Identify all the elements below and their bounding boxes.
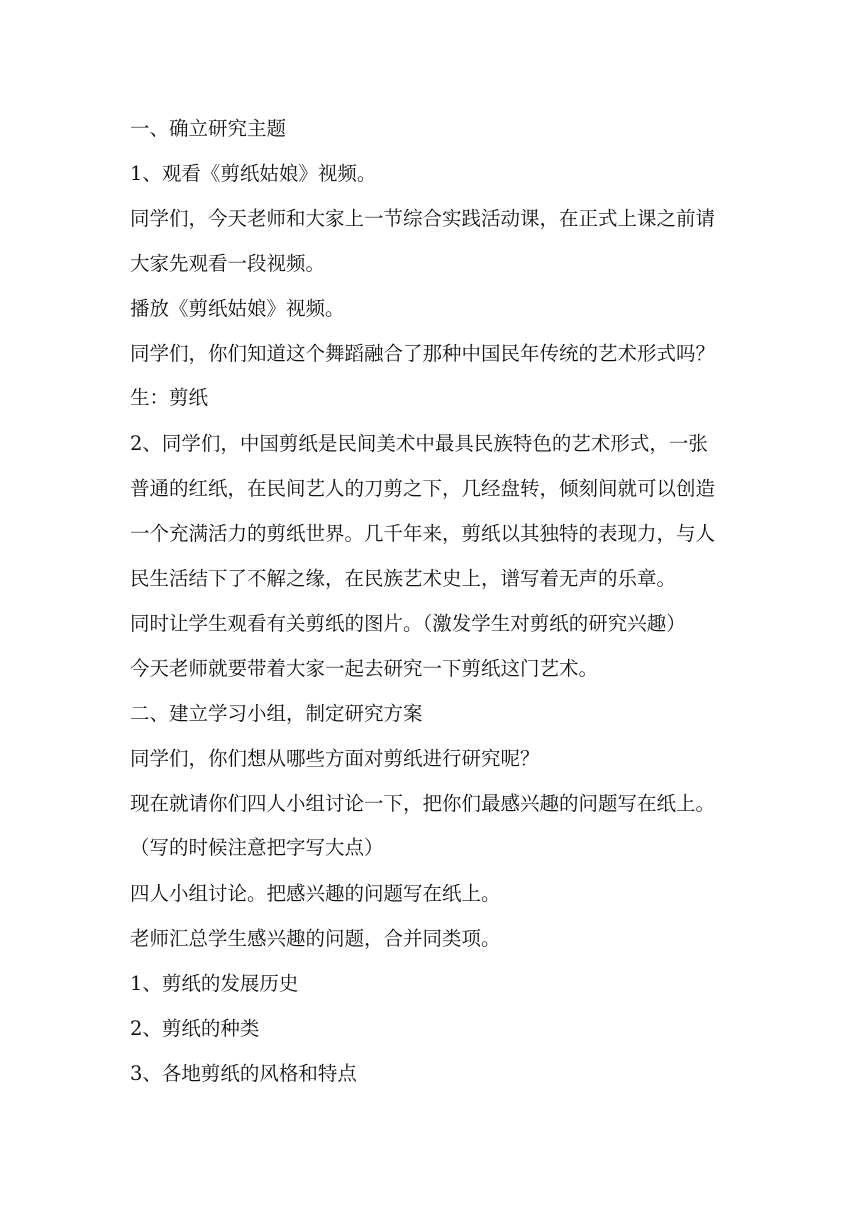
paragraph-line: 老师汇总学生感兴趣的问题，合并同类项。 [130, 927, 501, 950]
paragraph-line: （写的时候注意把字写大点） [130, 836, 384, 859]
paragraph-line: 民生活结下了不解之缘，在民族艺术史上，谱写着无声的乐章。 [130, 567, 677, 590]
paragraph-line: 四人小组讨论。把感兴趣的问题写在纸上。 [130, 882, 501, 905]
paragraph-line: 播放《剪纸姑娘》视频。 [130, 297, 345, 320]
paragraph-line: 今天老师就要带着大家一起去研究一下剪纸这门艺术。 [130, 657, 599, 680]
list-item: 2、剪纸的种类 [130, 1017, 260, 1040]
list-item: 1、剪纸的发展历史 [130, 972, 299, 995]
list-item: 3、各地剪纸的风格和特点 [130, 1062, 357, 1085]
paragraph-line: 生：剪纸 [130, 386, 209, 409]
paragraph-line: 普通的红纸，在民间艺人的刀剪之下，几经盘转，倾刻间就可以创造 [130, 477, 716, 500]
paragraph-line: 1、观看《剪纸姑娘》视频。 [130, 162, 377, 185]
paragraph-line: 大家先观看一段视频。 [130, 252, 326, 275]
paragraph-line: 同学们，今天老师和大家上一节综合实践活动课，在正式上课之前请 [130, 207, 716, 230]
paragraph-line: 同学们，你们知道这个舞蹈融合了那种中国民年传统的艺术形式吗？ [130, 342, 716, 365]
paragraph-line: 现在就请你们四人小组讨论一下，把你们最感兴趣的问题写在纸上。 [130, 792, 716, 815]
paragraph-line: 2、同学们，中国剪纸是民间美术中最具民族特色的艺术形式，一张 [130, 432, 708, 455]
heading-study-groups: 二、建立学习小组，制定研究方案 [130, 702, 423, 725]
paragraph-line: 同学们，你们想从哪些方面对剪纸进行研究呢？ [130, 747, 540, 770]
paragraph-line: 一个充满活力的剪纸世界。几千年来，剪纸以其独特的表现力，与人 [130, 522, 716, 545]
paragraph-line: 同时让学生观看有关剪纸的图片。（激发学生对剪纸的研究兴趣） [130, 612, 686, 635]
heading-establish-topic: 一、确立研究主题 [130, 117, 287, 140]
